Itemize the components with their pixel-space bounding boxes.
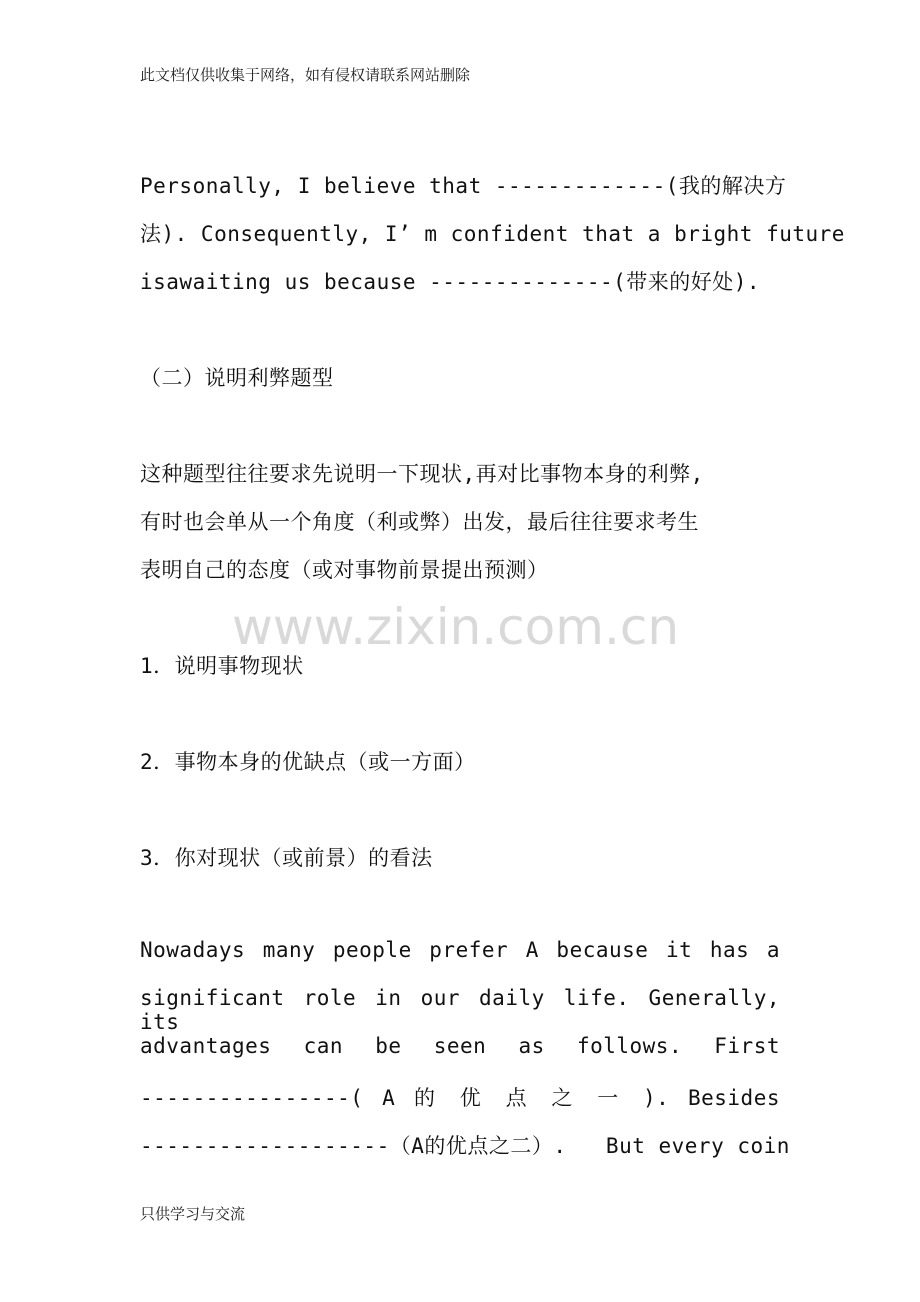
paragraph-line: 表明自己的态度（或对事物前景提出预测） xyxy=(140,558,549,582)
step-item: 1．说明事物现状 xyxy=(140,654,304,678)
template-line: Nowadays many people prefer A because it has a xyxy=(140,938,780,962)
step-item: 3．你对现状（或前景）的看法 xyxy=(140,846,433,870)
paragraph-line: 法). Consequently, I’ m confident that a bright future xyxy=(140,222,845,246)
template-line: ----------------( A 的 优 点 之 一 ). Besides xyxy=(140,1086,780,1110)
header-note: 此文档仅供收集于网络，如有侵权请联系网站删除 xyxy=(140,66,471,84)
paragraph-line: 有时也会单从一个角度（利或弊）出发，最后往往要求考生 xyxy=(140,510,699,534)
paragraph-line: Personally, I believe that -------------(我的解决方 xyxy=(140,174,787,198)
watermark: www.zixin.com.cn xyxy=(232,598,680,656)
paragraph-line: 这种题型往往要求先说明一下现状,再对比事物本身的利弊, xyxy=(140,462,704,486)
template-line: advantages can be seen as follows. First xyxy=(140,1034,780,1058)
template-line: -------------------（A的优点之二）. But every coin xyxy=(140,1134,790,1158)
template-line: significant role in our daily life. Generally, its xyxy=(140,986,780,1034)
section-heading: （二）说明利弊题型 xyxy=(140,366,334,390)
footer-note: 只供学习与交流 xyxy=(140,1205,246,1223)
step-item: 2．事物本身的优缺点（或一方面） xyxy=(140,750,476,774)
paragraph-line: isawaiting us because --------------(带来的好处). xyxy=(140,270,761,294)
